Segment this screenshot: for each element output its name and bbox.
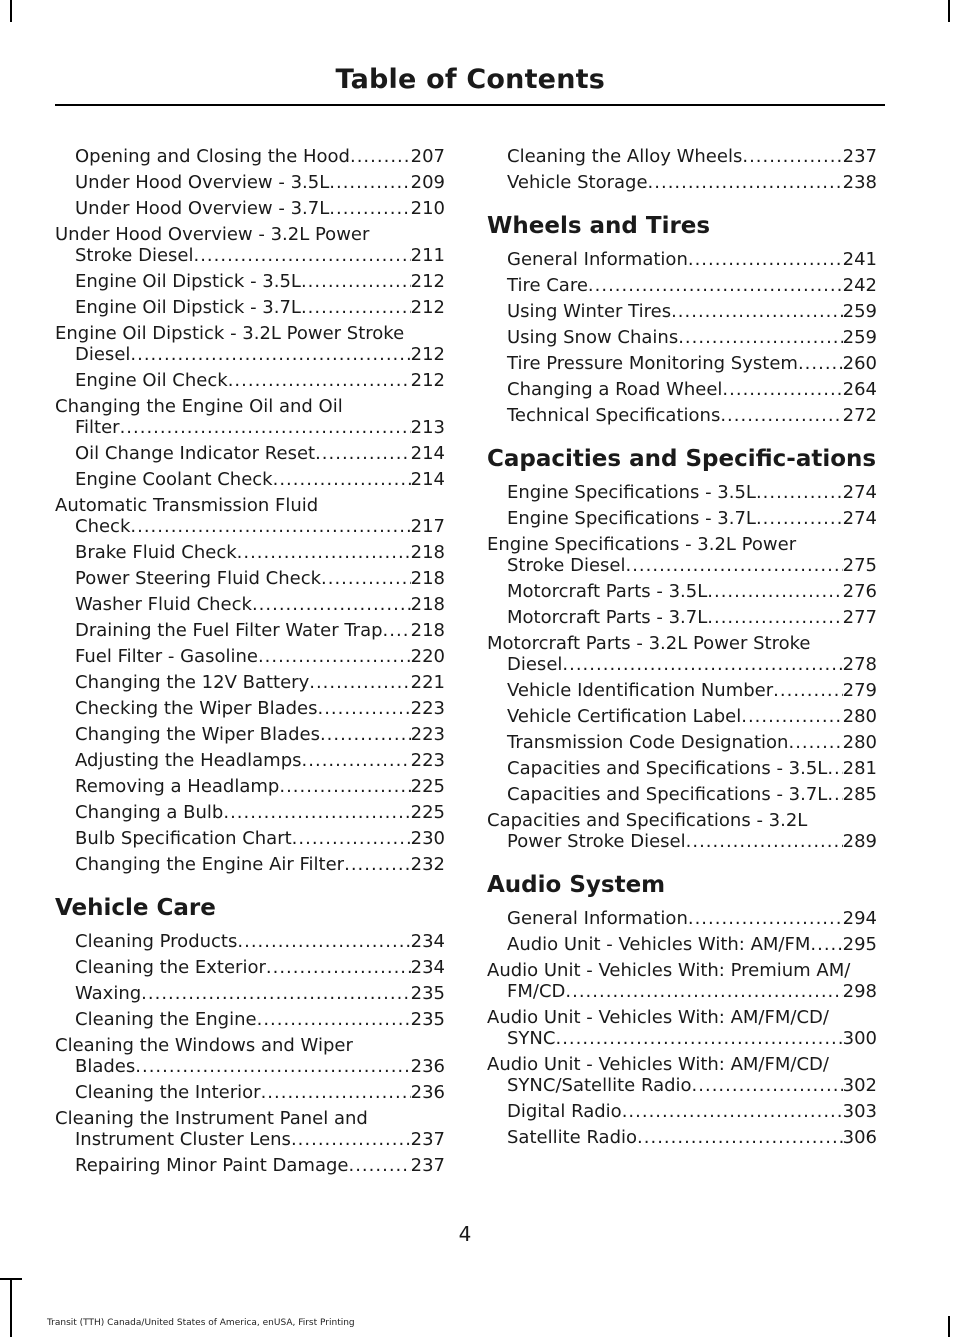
dot-leader xyxy=(555,1028,842,1049)
toc-entry[interactable] xyxy=(487,908,877,929)
toc-entry[interactable] xyxy=(55,495,445,537)
toc-page-number: 212 xyxy=(410,344,445,365)
toc-entry[interactable] xyxy=(55,698,445,719)
toc-page-number: 236 xyxy=(410,1082,445,1103)
toc-page-number: 259 xyxy=(842,327,877,348)
toc-page-number: 218 xyxy=(410,620,445,641)
toc-page-number: 298 xyxy=(842,981,877,1002)
toc-entry[interactable] xyxy=(55,620,445,641)
dot-leader xyxy=(742,146,842,167)
toc-entry-title-cont: SYNC/Satellite Radio xyxy=(507,1075,692,1096)
toc-entry[interactable] xyxy=(487,758,877,779)
page-number: 4 xyxy=(458,1222,472,1246)
toc-entry-title: Cleaning the Engine xyxy=(75,1009,257,1030)
toc-entry[interactable] xyxy=(487,327,877,348)
toc-page-number: 264 xyxy=(842,379,877,400)
toc-page-number: 280 xyxy=(842,732,877,753)
toc-entry[interactable] xyxy=(55,469,445,490)
toc-entry-title: Satellite Radio xyxy=(507,1127,638,1148)
dot-leader xyxy=(671,301,843,322)
section-heading: Audio System xyxy=(487,872,666,898)
dot-leader xyxy=(273,469,411,490)
toc-page-number: 234 xyxy=(410,957,445,978)
toc-entry[interactable] xyxy=(55,646,445,667)
toc-entry-title-cont: Diesel xyxy=(75,344,131,365)
toc-entry[interactable] xyxy=(55,568,445,589)
toc-page-number: 223 xyxy=(410,724,445,745)
toc-entry-title-cont: Stroke Diesel xyxy=(75,245,194,266)
dot-leader xyxy=(688,249,843,270)
dot-leader xyxy=(302,750,411,771)
toc-entry[interactable] xyxy=(487,249,877,270)
toc-page-number: 277 xyxy=(842,607,877,628)
toc-entry[interactable] xyxy=(55,1108,445,1150)
toc-entry[interactable] xyxy=(55,542,445,563)
toc-entry-title: Engine Oil Check xyxy=(75,370,228,391)
toc-entry-title: Draining the Fuel Filter Water Trap xyxy=(75,620,383,641)
crop-mark xyxy=(948,1316,950,1337)
toc-page-number: 234 xyxy=(410,931,445,952)
toc-page-number: 230 xyxy=(410,828,445,849)
section-heading: Wheels and Tires xyxy=(487,213,711,239)
dot-leader xyxy=(344,854,411,875)
toc-entry-title: Engine Coolant Check xyxy=(75,469,273,490)
toc-page-number: 212 xyxy=(410,271,445,292)
dot-leader xyxy=(317,698,410,719)
toc-page-number: 218 xyxy=(410,542,445,563)
toc-page-number: 274 xyxy=(842,482,877,503)
toc-page-number: 223 xyxy=(410,698,445,719)
dot-leader xyxy=(350,146,411,167)
dot-leader xyxy=(193,245,410,266)
toc-page-number: 214 xyxy=(410,443,445,464)
section-heading: Capacities and Specific-ations xyxy=(487,446,877,472)
toc-entry[interactable] xyxy=(487,607,877,628)
toc-entry[interactable] xyxy=(487,482,877,503)
toc-entry[interactable] xyxy=(55,396,445,438)
toc-entry[interactable] xyxy=(55,724,445,745)
toc-entry-title: Cleaning the Windows and Wiper xyxy=(55,1035,353,1056)
dot-leader xyxy=(120,417,411,438)
toc-page-number: 274 xyxy=(842,508,877,529)
toc-page-number: 218 xyxy=(410,594,445,615)
dot-leader xyxy=(258,646,411,667)
toc-entry[interactable] xyxy=(487,633,877,675)
toc-entry-title: Repairing Minor Paint Damage xyxy=(75,1155,349,1176)
toc-entry-title: Cleaning the Alloy Wheels xyxy=(507,146,743,167)
toc-page-number: 285 xyxy=(842,784,877,805)
toc-entry[interactable] xyxy=(487,1007,877,1049)
toc-entry-title: Engine Oil Dipstick - 3.7L xyxy=(75,297,301,318)
toc-entry[interactable] xyxy=(487,1101,877,1122)
dot-leader xyxy=(257,1009,411,1030)
dot-leader xyxy=(756,508,843,529)
toc-entry[interactable] xyxy=(487,508,877,529)
toc-entry[interactable] xyxy=(55,198,445,219)
dot-leader xyxy=(720,405,842,426)
toc-entry[interactable] xyxy=(487,706,877,727)
toc-entry-title: Changing a Road Wheel xyxy=(507,379,723,400)
toc-page-number: 300 xyxy=(842,1028,877,1049)
dot-leader xyxy=(688,908,843,929)
dot-leader xyxy=(622,1101,843,1122)
toc-entry-title: Vehicle Storage xyxy=(507,172,648,193)
toc-entry-title: Brake Fluid Check xyxy=(75,542,237,563)
toc-page-number: 235 xyxy=(410,1009,445,1030)
toc-entry[interactable] xyxy=(55,271,445,292)
dot-leader xyxy=(756,482,843,503)
toc-entry-title: Motorcraft Parts - 3.7L xyxy=(507,607,708,628)
dot-leader xyxy=(788,732,842,753)
toc-page-number: 237 xyxy=(410,1155,445,1176)
toc-entry-title: Capacities and Specifications - 3.2L xyxy=(487,810,808,831)
dot-leader xyxy=(237,931,410,952)
toc-entry-title: Changing a Bulb xyxy=(75,802,224,823)
toc-entry-title: Engine Oil Dipstick - 3.5L xyxy=(75,271,301,292)
toc-page-number: 218 xyxy=(410,568,445,589)
toc-page-number: 276 xyxy=(842,581,877,602)
dot-leader xyxy=(292,828,411,849)
dot-leader xyxy=(321,568,411,589)
toc-page-number: 237 xyxy=(842,146,877,167)
toc-entry-title-cont: Stroke Diesel xyxy=(507,555,626,576)
toc-entry-title-cont: Blades xyxy=(75,1056,136,1077)
toc-entry[interactable] xyxy=(487,810,877,852)
toc-entry[interactable] xyxy=(487,784,877,805)
toc-left-column xyxy=(55,146,445,1181)
toc-page-number: 272 xyxy=(842,405,877,426)
toc-entry-title: Using Winter Tires xyxy=(507,301,672,322)
toc-entry[interactable] xyxy=(55,297,445,318)
toc-page-number: 278 xyxy=(842,654,877,675)
toc-entry[interactable] xyxy=(55,172,445,193)
toc-page-number: 302 xyxy=(842,1075,877,1096)
toc-page-number: 303 xyxy=(842,1101,877,1122)
toc-page-number: 295 xyxy=(842,934,877,955)
toc-entry-title: Under Hood Overview - 3.2L Power xyxy=(55,224,370,245)
toc-entry[interactable] xyxy=(55,323,445,365)
toc-page-number: 237 xyxy=(410,1129,445,1150)
toc-page-number: 213 xyxy=(410,417,445,438)
dot-leader xyxy=(252,594,411,615)
dot-leader xyxy=(565,981,842,1002)
toc-entry[interactable] xyxy=(55,672,445,693)
toc-entry-title: Vehicle Certification Label xyxy=(507,706,742,727)
toc-entry-title: Cleaning the Exterior xyxy=(75,957,266,978)
toc-entry-title: Capacities and Specifications - 3.7L xyxy=(507,784,828,805)
toc-entry-title: Engine Specifications - 3.5L xyxy=(507,482,756,503)
toc-page-number: 212 xyxy=(410,297,445,318)
crop-mark xyxy=(948,0,950,22)
toc-entry-title: Audio Unit - Vehicles With: AM/FM/CD/ xyxy=(487,1054,829,1075)
toc-entry-title-cont: FM/CD xyxy=(507,981,566,1002)
toc-page-number: 294 xyxy=(842,908,877,929)
dot-leader xyxy=(692,1075,843,1096)
toc-entry-title: Using Snow Chains xyxy=(507,327,679,348)
toc-entry[interactable] xyxy=(487,379,877,400)
toc-page-number: 223 xyxy=(410,750,445,771)
toc-entry-title: Adjusting the Headlamps xyxy=(75,750,302,771)
toc-entry-title: Tire Pressure Monitoring System xyxy=(507,353,798,374)
toc-page-number: 212 xyxy=(410,370,445,391)
dot-leader xyxy=(130,516,410,537)
dot-leader xyxy=(722,379,842,400)
toc-page-number: 275 xyxy=(842,555,877,576)
toc-entry[interactable] xyxy=(55,146,445,167)
dot-leader xyxy=(320,724,411,745)
toc-page-number: 281 xyxy=(842,758,877,779)
dot-leader xyxy=(237,542,411,563)
toc-page-number: 242 xyxy=(842,275,877,296)
dot-leader xyxy=(315,443,411,464)
dot-leader xyxy=(741,706,842,727)
toc-entry[interactable] xyxy=(55,983,445,1004)
dot-leader xyxy=(291,1129,411,1150)
toc-entry-title: Motorcraft Parts - 3.2L Power Stroke xyxy=(487,633,811,654)
toc-page-number: 221 xyxy=(410,672,445,693)
dot-leader xyxy=(707,607,842,628)
toc-entry[interactable] xyxy=(55,370,445,391)
toc-entry[interactable] xyxy=(55,776,445,797)
toc-page-number: 209 xyxy=(410,172,445,193)
toc-page-number: 220 xyxy=(410,646,445,667)
toc-entry-title: Fuel Filter - Gasoline xyxy=(75,646,258,667)
toc-page-number: 217 xyxy=(410,516,445,537)
toc-entry-title: Washer Fluid Check xyxy=(75,594,252,615)
toc-page-number: 279 xyxy=(842,680,877,701)
dot-leader xyxy=(266,957,411,978)
dot-leader xyxy=(588,275,843,296)
crop-mark xyxy=(10,0,12,22)
toc-entry-title: Oil Change Indicator Reset xyxy=(75,443,316,464)
toc-entry[interactable] xyxy=(487,301,877,322)
dot-leader xyxy=(228,370,411,391)
toc-entry-title: Opening and Closing the Hood xyxy=(75,146,350,167)
toc-entry[interactable] xyxy=(487,732,877,753)
section-heading: Vehicle Care xyxy=(55,895,216,921)
toc-entry-title-cont: Power Stroke Diesel xyxy=(507,831,686,852)
toc-entry-title: Audio Unit - Vehicles With: AM/FM/CD/ xyxy=(487,1007,829,1028)
toc-entry-title: Engine Specifications - 3.2L Power xyxy=(487,534,797,555)
toc-entry[interactable] xyxy=(55,854,445,875)
toc-entry[interactable] xyxy=(487,680,877,701)
dot-leader xyxy=(329,198,410,219)
toc-entry-title-cont: Filter xyxy=(75,417,120,438)
toc-entry[interactable] xyxy=(487,353,877,374)
toc-entry[interactable] xyxy=(487,934,877,955)
toc-entry[interactable] xyxy=(487,534,877,576)
dot-leader xyxy=(707,581,842,602)
toc-entry-title: Checking the Wiper Blades xyxy=(75,698,318,719)
dot-leader xyxy=(678,327,842,348)
toc-entry[interactable] xyxy=(487,405,877,426)
toc-page-number: 306 xyxy=(842,1127,877,1148)
toc-entry-title-cont: Instrument Cluster Lens xyxy=(75,1129,291,1150)
dot-leader xyxy=(637,1127,843,1148)
dot-leader xyxy=(648,172,843,193)
dot-leader xyxy=(810,934,842,955)
toc-entry-title: Under Hood Overview - 3.5L xyxy=(75,172,330,193)
toc-entry-title: Changing the Wiper Blades xyxy=(75,724,320,745)
toc-entry[interactable] xyxy=(487,1127,877,1148)
toc-entry-title-cont: SYNC xyxy=(507,1028,556,1049)
dot-leader xyxy=(301,297,411,318)
dot-leader xyxy=(625,555,842,576)
toc-page-number: 225 xyxy=(410,802,445,823)
toc-entry-title: Transmission Code Designation xyxy=(507,732,789,753)
toc-page-number: 235 xyxy=(410,983,445,1004)
toc-entry[interactable] xyxy=(55,1035,445,1077)
toc-entry[interactable] xyxy=(55,1155,445,1176)
toc-page-number: 225 xyxy=(410,776,445,797)
toc-entry-title: Removing a Headlamp xyxy=(75,776,280,797)
toc-page-number: 232 xyxy=(410,854,445,875)
toc-entry-title: Technical Specifications xyxy=(507,405,721,426)
toc-entry-title: Audio Unit - Vehicles With: AM/FM xyxy=(507,934,811,955)
dot-leader xyxy=(309,672,410,693)
toc-right-column xyxy=(487,146,877,1153)
toc-entry[interactable] xyxy=(487,146,877,167)
toc-entry-title: General Information xyxy=(507,908,688,929)
toc-entry-title: Cleaning the Instrument Panel and xyxy=(55,1108,368,1129)
toc-entry[interactable] xyxy=(55,750,445,771)
dot-leader xyxy=(261,1082,411,1103)
toc-entry-title: Engine Oil Dipstick - 3.2L Power Stroke xyxy=(55,323,405,344)
toc-entry-title: Vehicle Identification Number xyxy=(507,680,774,701)
crop-mark xyxy=(10,1280,12,1337)
toc-entry-title: Tire Care xyxy=(507,275,588,296)
toc-entry[interactable] xyxy=(55,1082,445,1103)
toc-entry[interactable] xyxy=(487,1054,877,1096)
toc-entry-title: Digital Radio xyxy=(507,1101,622,1122)
toc-entry-title-cont: Diesel xyxy=(507,654,563,675)
dot-leader xyxy=(383,620,411,641)
toc-page-number: 260 xyxy=(842,353,877,374)
toc-entry-title: Audio Unit - Vehicles With: Premium AM/ xyxy=(487,960,851,981)
toc-entry-title: Bulb Specification Chart xyxy=(75,828,292,849)
toc-entry[interactable] xyxy=(55,594,445,615)
toc-entry-title: Capacities and Specifications - 3.5L xyxy=(507,758,828,779)
toc-page-number: 280 xyxy=(842,706,877,727)
toc-entry[interactable] xyxy=(487,581,877,602)
dot-leader xyxy=(798,353,843,374)
toc-entry[interactable] xyxy=(55,1009,445,1030)
toc-entry-title: Automatic Transmission Fluid xyxy=(55,495,319,516)
dot-leader xyxy=(223,802,410,823)
toc-page-number: 214 xyxy=(410,469,445,490)
toc-entry[interactable] xyxy=(487,172,877,193)
toc-entry-title: General Information xyxy=(507,249,688,270)
toc-page-number: 207 xyxy=(410,146,445,167)
toc-page-number: 236 xyxy=(410,1056,445,1077)
dot-leader xyxy=(348,1155,410,1176)
toc-entry-title: Power Steering Fluid Check xyxy=(75,568,322,589)
toc-entry-title: Engine Specifications - 3.7L xyxy=(507,508,756,529)
toc-page-number: 238 xyxy=(842,172,877,193)
toc-entry[interactable] xyxy=(487,960,877,1002)
toc-page-number: 210 xyxy=(410,198,445,219)
header-divider xyxy=(55,104,885,106)
dot-leader xyxy=(686,831,843,852)
dot-leader xyxy=(141,983,410,1004)
edition-info: Transit (TTH) Canada/United States of America, enUSA, First Printing xyxy=(47,1318,355,1328)
toc-entry[interactable] xyxy=(55,443,445,464)
dot-leader xyxy=(301,271,411,292)
toc-entry[interactable] xyxy=(55,957,445,978)
toc-entry-title: Under Hood Overview - 3.7L xyxy=(75,198,330,219)
toc-entry-title: Waxing xyxy=(75,983,142,1004)
dot-leader xyxy=(562,654,842,675)
dot-leader xyxy=(135,1056,410,1077)
toc-entry[interactable] xyxy=(487,275,877,296)
dot-leader xyxy=(827,784,842,805)
toc-entry-title: Motorcraft Parts - 3.5L xyxy=(507,581,708,602)
toc-entry-title-cont: Check xyxy=(75,516,131,537)
dot-leader xyxy=(329,172,410,193)
dot-leader xyxy=(279,776,410,797)
toc-entry-title: Cleaning the Interior xyxy=(75,1082,261,1103)
toc-entry[interactable] xyxy=(55,802,445,823)
dot-leader xyxy=(130,344,410,365)
toc-entry-title: Changing the Engine Oil and Oil xyxy=(55,396,343,417)
dot-leader xyxy=(773,680,842,701)
crop-mark xyxy=(0,1278,22,1280)
toc-entry-title: Cleaning Products xyxy=(75,931,238,952)
toc-page-number: 211 xyxy=(410,245,445,266)
toc-entry[interactable] xyxy=(55,224,445,266)
toc-entry-title: Changing the 12V Battery xyxy=(75,672,310,693)
toc-page-number: 259 xyxy=(842,301,877,322)
toc-entry[interactable] xyxy=(55,931,445,952)
dot-leader xyxy=(827,758,842,779)
toc-page-number: 241 xyxy=(842,249,877,270)
toc-page-number: 289 xyxy=(842,831,877,852)
page-title: Table of Contents xyxy=(335,64,605,95)
toc-entry[interactable] xyxy=(55,828,445,849)
toc-entry-title: Changing the Engine Air Filter xyxy=(75,854,345,875)
